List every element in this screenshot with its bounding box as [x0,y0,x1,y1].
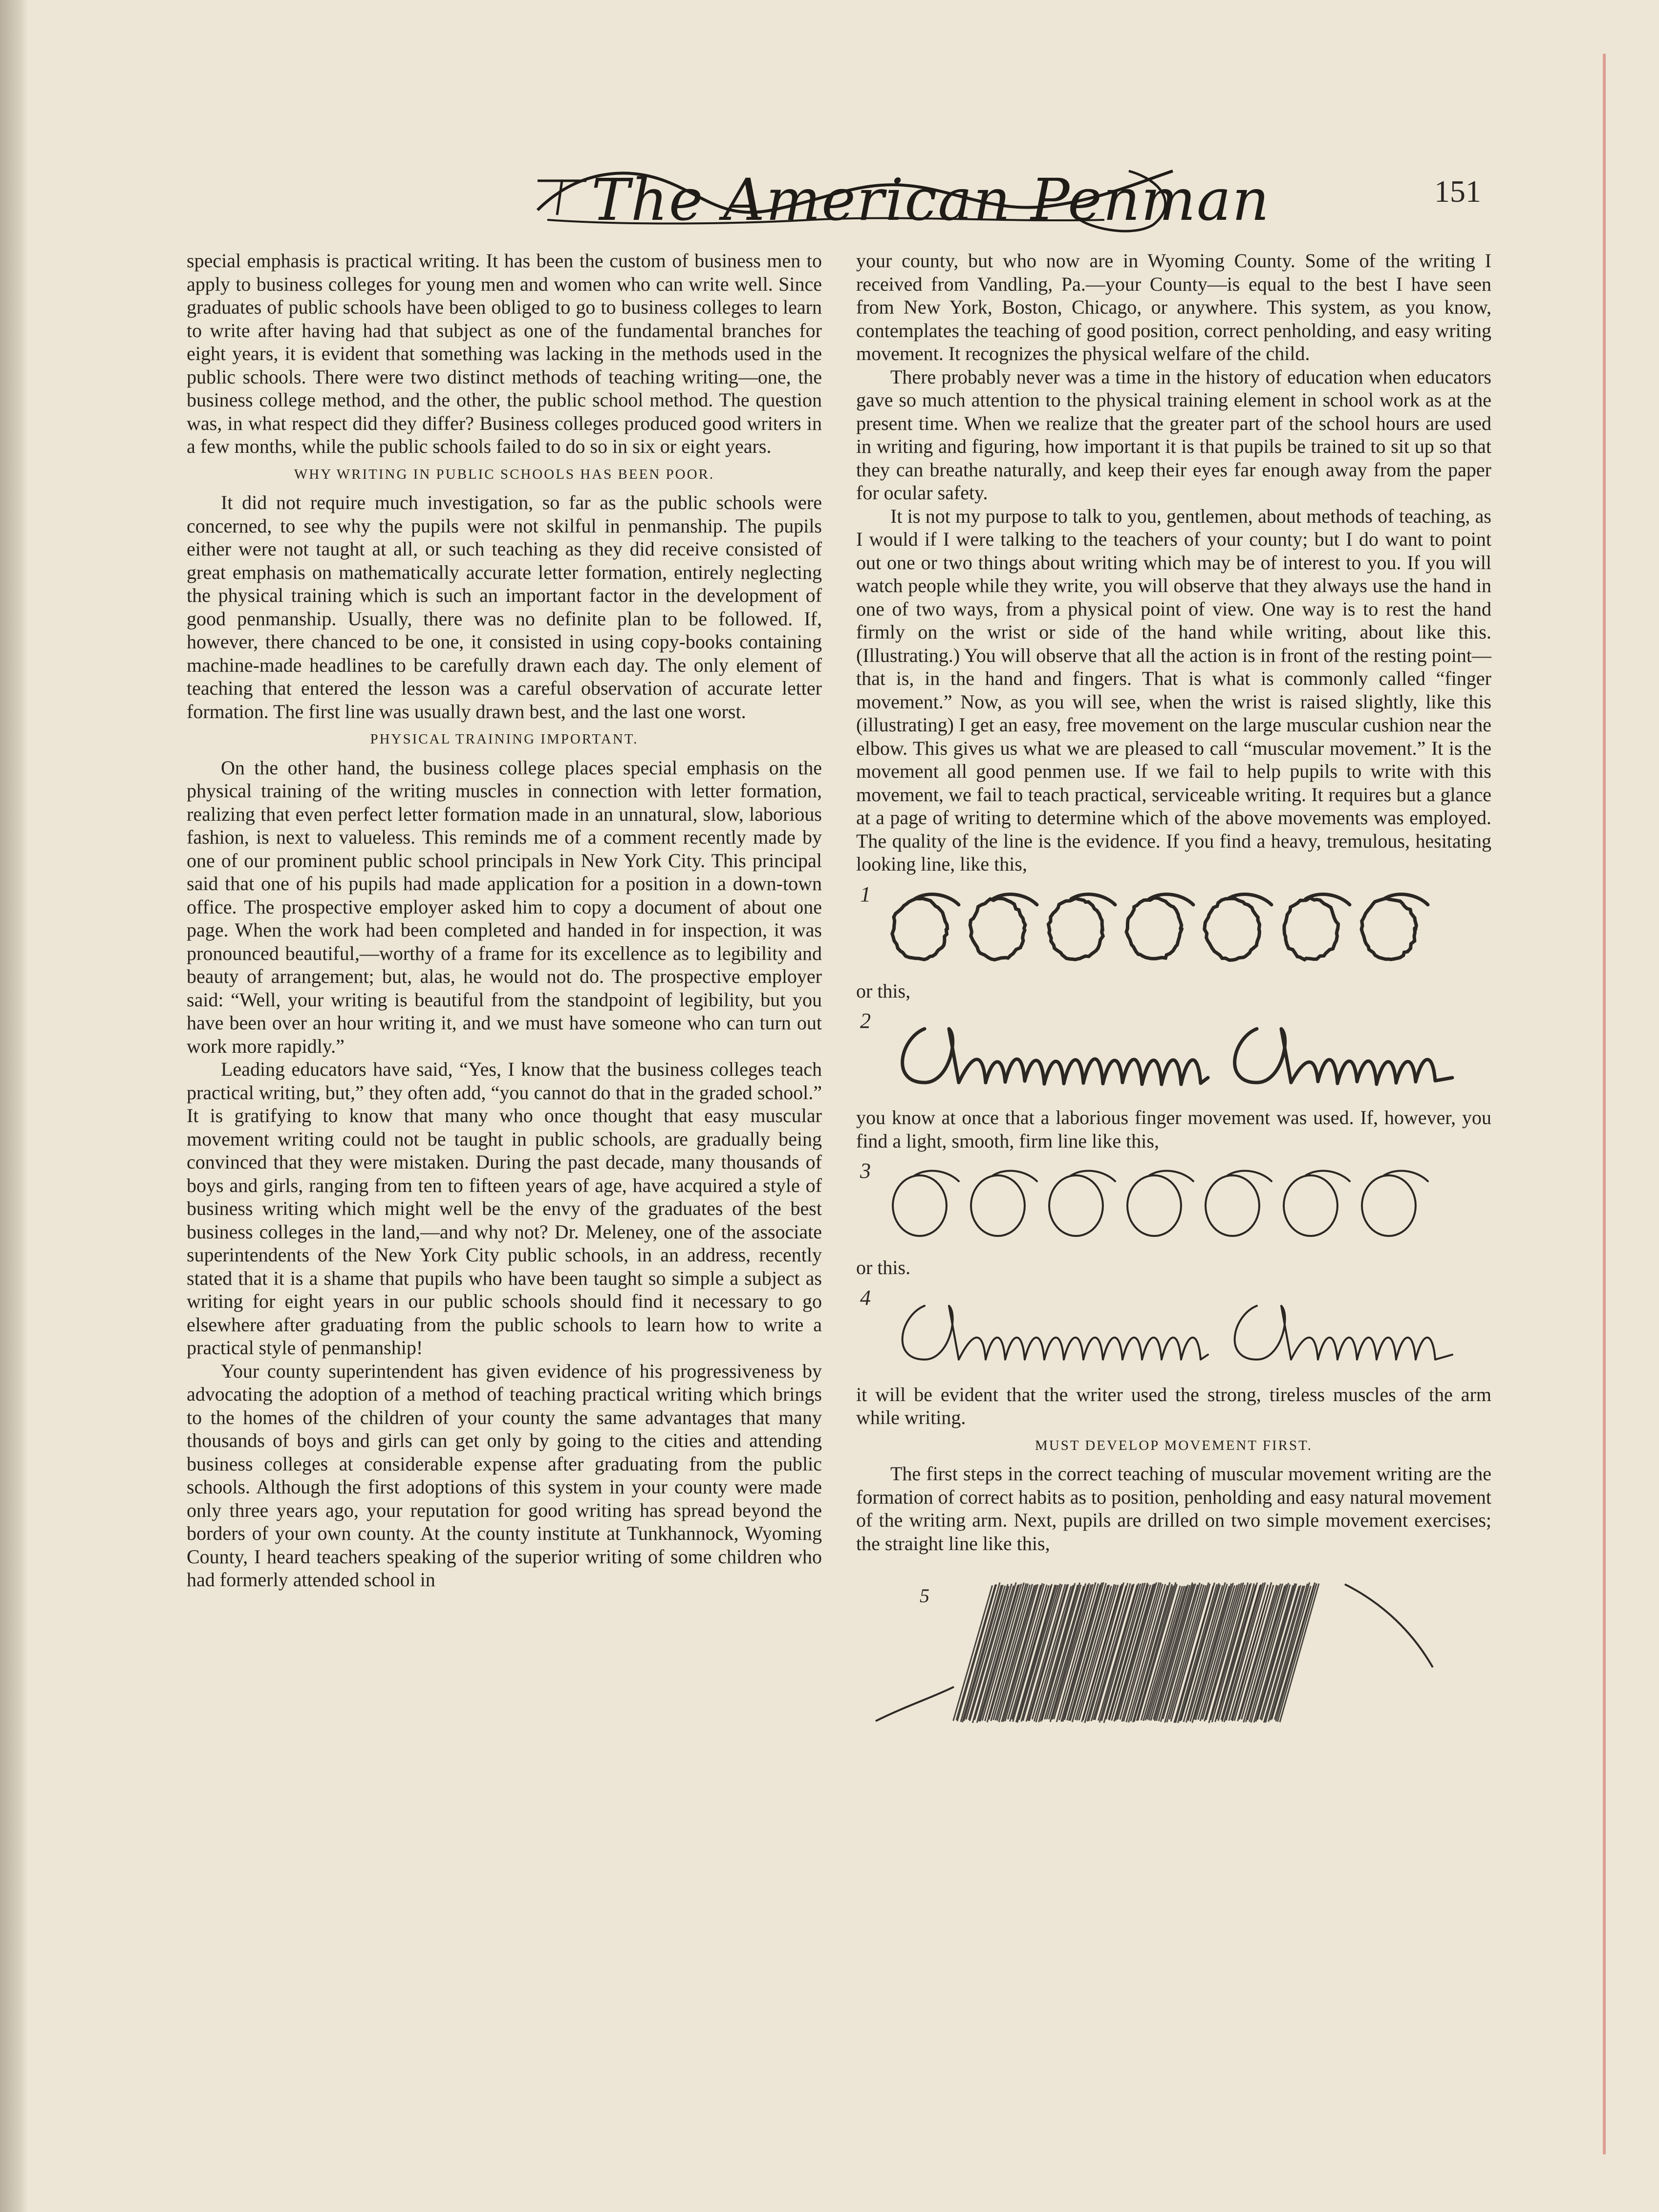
section-heading: MUST DEVELOP MOVEMENT FIRST. [1035,1437,1313,1453]
script-letter-o [970,894,1037,959]
paragraph: On the other hand, the business college places special emphasis on the physical training of the writing muscles in connection with letter formation, realizing that even perfect letter formation made in an unnatural, slow, laborious fashion, is next to valueless. This reminds me of a comment recently made by one of our prominent public school principals in New York City. This principal said that one of his pupils had made application for a position in a down-town office. The prospective employer asked him to copy a document of about one page. When the work had been completed and handed in for inspection, it was pronounced beautiful,—worthy of a frame for its excellence as to legibility and beauty of arrangement; but, alas, he would not do. The prospective employer said: “Well, your writing is beautiful from the standpoint of legibility, but you have been over an hour writing it, and we must have someone who can turn out work more rapidly.” [187,756,822,1057]
handwriting-example [856,1286,1491,1379]
book-spine-shadow [0,0,28,2212]
script-word-annum [1235,1306,1452,1360]
example-number: 1 [860,882,871,906]
section-heading: PHYSICAL TRAINING IMPORTANT. [370,731,639,747]
script-letter-o [1206,1171,1271,1236]
example-number: 4 [860,1285,871,1310]
script-letter-o [1284,894,1350,959]
masthead-title: The American Penman [591,166,1271,234]
penmanship-specimen [856,1286,1472,1379]
penmanship-specimen [856,883,1472,976]
paragraph: There probably never was a time in the history of education when educators gave so much attention to the physical training element in school work as at the present time. When we realize that the greater part of the school hours are used in writing and figuring, how important it is that pupils be trained to sit up so that they can breathe naturally, and keep their eyes far enough away from the paper for ocular safety. [856,365,1491,504]
script-word-annum [1235,1029,1452,1084]
script-letter-o [1284,1171,1350,1236]
script-word-annum [903,1306,1208,1360]
script-letter-o [1048,894,1115,959]
script-letter-o [892,894,959,959]
handwriting-example [856,1009,1491,1102]
paragraph: It is not my purpose to talk to you, gentlemen, about methods of teaching, as I would if I were talking to the teachers of your county; but I do want to point out one or two things about writing which may be of interest to you. If you will watch people while they write, you will observe that they always use the hand in one of two ways, from a physical point of view. One way is to rest the hand firmly on the wrist or side of the hand while writing, about like this. (Illustrating.) You will observe that all the action is in front of the resting point—that is, in the hand and fingers. That is what is commonly called “finger movement.” Now, as you will see, when the wrist is raised slightly, like this (illustrating) I get an easy, free movement on the large muscular cushion near the elbow. This gives us what we are pleased to call “muscular movement.” It is the movement all good penmen use. If we fail to help pupils to write with this movement, we fail to teach practical, serviceable writing. It requires but a glance at a page of writing to determine which of the above movements was employed. The quality of the line is the evidence. If you find a heavy, tremulous, hesitating looking line, like this, [856,505,1491,875]
script-letter-o [1362,1171,1428,1236]
paragraph: special emphasis is practical writing. It has been the custom of business men to apply to business colleges for young men and women who can write well. Since graduates of public schools have been obliged to go to business colleges to learn to write after having had that subject as one of the fundamental branches for eight years, it is evident that something was lacking in the methods used in the public schools. There were two distinct methods of teaching writing—one, the business college method, and the other, the public school method. The question was, in what respect did they differ? Business colleges produced good writers in a few months, while the public schools failed to do so in six or eight years. [187,250,822,457]
paragraph: The first steps in the correct teaching of muscular movement writing are the formation of correct habits as to position, penholding and easy natural movement of the writing arm. Next, pupils are drilled on two simple movement exercises; the straight line like this, [856,1463,1491,1554]
script-letter-o [893,1171,959,1236]
script-letter-o [1126,894,1193,958]
example-number: 5 [920,1585,929,1607]
penmanship-specimen [856,1159,1472,1252]
example-number: 3 [860,1159,871,1183]
masthead [518,151,1271,239]
right-column [856,249,1491,2057]
left-column [187,249,822,2057]
handwriting-example [856,1159,1491,1252]
paragraph: Your county superintendent has given evidence of his progressiveness by advocating the adoption of a method of teaching practical writing which brings to the homes of the children of your county the same advantages that many thousands of boys and girls can get only by going to the cities and attending business colleges at considerable expense after graduating from the public schools. Although the first adoptions of this system in your county were made only three years ago, your reputation for good writing has spread beyond the borders of your own county. At the county institute at Tunkhannock, Wyoming County, I heard teachers speaking of the superior writing of some children who had formerly attended school in [187,1360,822,1591]
script-letter-o [1361,894,1428,959]
script-word-annum [903,1029,1208,1085]
paragraph: it will be evident that the writer used the strong, tireless muscles of the arm while writing. [856,1383,1491,1428]
straight-line-exercise [856,1574,1472,1736]
paragraph: you know at once that a laborious finger movement was used. If, however, you find a light, smooth, firm line like this, [856,1106,1491,1152]
page-number: 151 [1434,174,1481,209]
paragraph: Leading educators have said, “Yes, I know that the business colleges teach practical writing, but,” they often add, “you cannot do that in the graded school.” It is gratifying to know that many who once thought that easy muscular movement writing could not be taught in public schools, are gradually being convinced that they were mistaken. During the past decade, many thousands of boys and girls, ranging from ten to fifteen years of age, have acquired a style of business writing which might well be the envy of the graduates of the best business colleges in the land,—and why not? Dr. Meleney, one of the associate superintendents of the New York City public schools, in an address, recently stated that it is a shame that pupils who have been taught so simple a subject as writing for eight years in our public schools should find it necessary to go elsewhere after graduating from the public schools to learn how to write a practical style of penmanship! [187,1058,822,1359]
example-number: 2 [860,1009,871,1033]
script-letter-o [1049,1171,1115,1236]
paragraph: It did not require much investigation, so far as the public schools were concerned, to see why the pupils were not skilful in penmanship. The pupils either were not taught at all, or such teaching as they did receive consisted of great emphasis on mathematically accurate letter formation, entirely neglecting the physical training which is such an important factor in the development of good penmanship. Usually, there was no definite plan to be followed. If, however, there chanced to be one, it consisted in using copy-books containing machine-made headlines to be carefully drawn each day. The only element of teaching that entered the lesson was a careful observation of accurate letter formation. The first line was usually drawn best, and the last one worst. [187,491,822,723]
paragraph: or this, [856,979,911,1002]
page-edge-line [1603,54,1606,2154]
handwriting-example [856,883,1491,976]
script-letter-o [1205,894,1271,960]
paragraph: or this. [856,1256,911,1278]
penmanship-specimen [856,1009,1472,1102]
handwriting-example [856,1574,1491,1736]
script-letter-o [1127,1171,1193,1236]
section-heading: WHY WRITING IN PUBLIC SCHOOLS HAS BEEN POOR. [294,466,715,482]
script-letter-o [971,1171,1037,1236]
paragraph: your county, but who now are in Wyoming County. Some of the writing I received from Vandling, Pa.—your County—is equal to the best I have seen from New York, Boston, Chicago, or anywhere. This system, as you know, contemplates the teaching of good position, correct penholding, and easy writing movement. It recognizes the physical welfare of the child. [856,250,1491,364]
